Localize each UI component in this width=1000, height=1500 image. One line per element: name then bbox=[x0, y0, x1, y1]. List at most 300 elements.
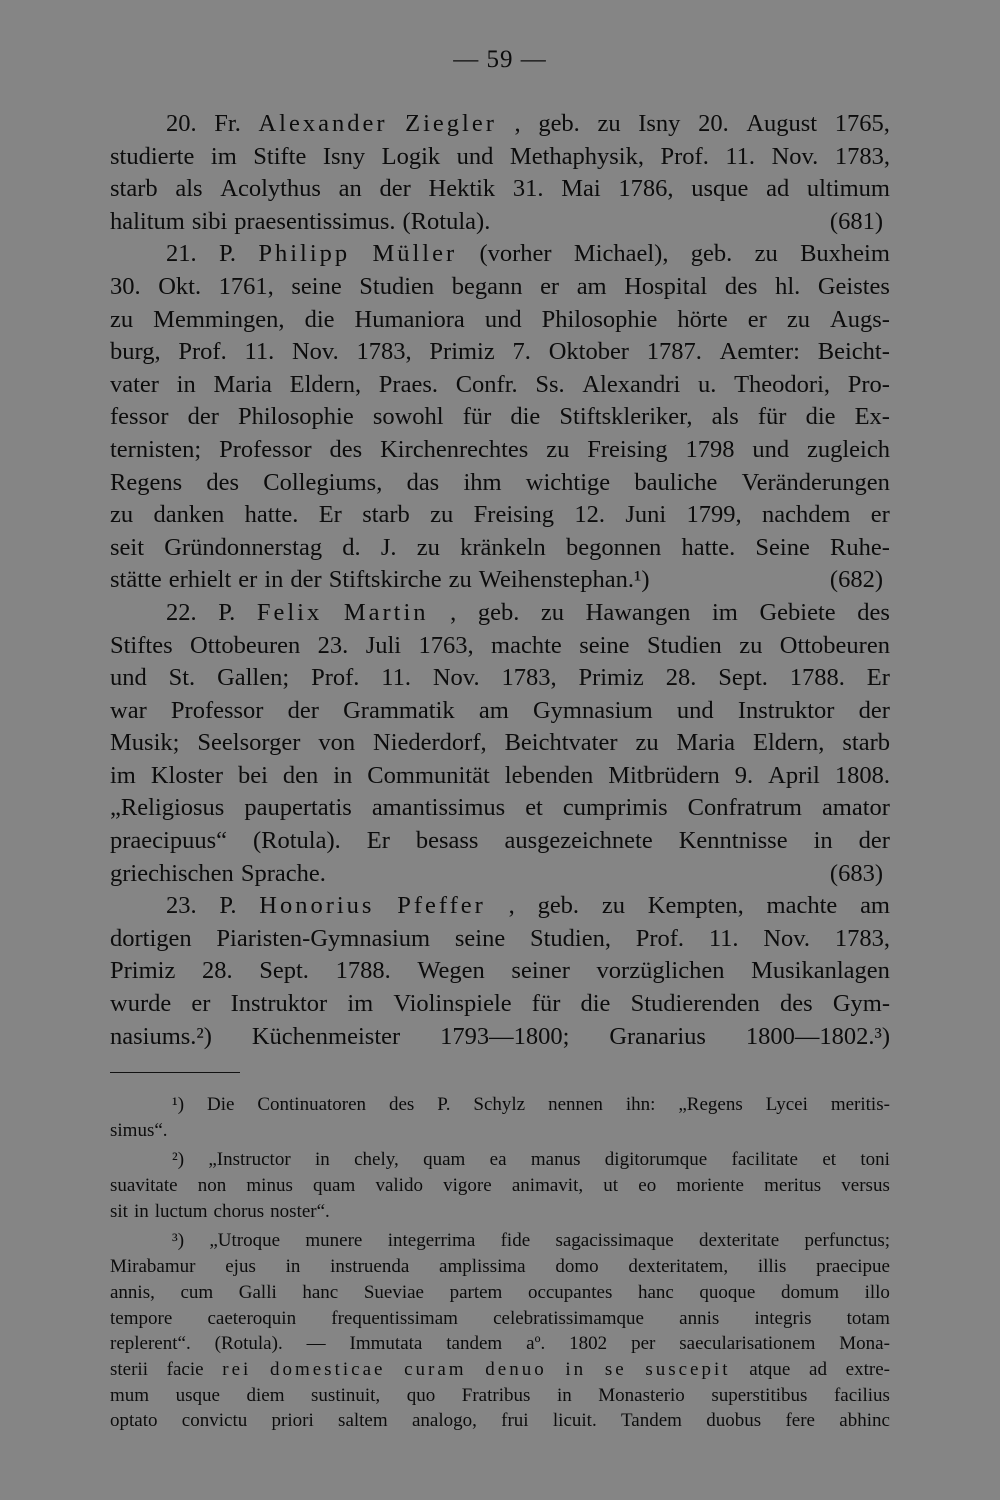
word: quam bbox=[313, 1175, 356, 1197]
word: abhinc bbox=[839, 1410, 890, 1432]
word: seit bbox=[110, 533, 145, 561]
word: domum bbox=[780, 1281, 839, 1303]
word: Lycei bbox=[765, 1094, 808, 1115]
word: von bbox=[318, 729, 356, 757]
word: fessor bbox=[110, 403, 169, 431]
body-line bbox=[110, 271, 890, 304]
body-line bbox=[110, 369, 890, 402]
word: ea bbox=[489, 1149, 507, 1171]
word: meritis- bbox=[830, 1094, 890, 1115]
word: 28. bbox=[201, 957, 233, 985]
word: hörte bbox=[677, 305, 728, 333]
word: superstitibus bbox=[711, 1384, 808, 1406]
word: , bbox=[508, 892, 515, 920]
word: Hektik bbox=[428, 175, 496, 203]
word: 1800—1802.³) bbox=[745, 1022, 890, 1050]
word: für bbox=[462, 403, 492, 431]
word: 11. bbox=[244, 338, 275, 366]
word: 11. bbox=[708, 924, 739, 952]
word: praecipue bbox=[816, 1256, 890, 1278]
word: 1787. bbox=[646, 338, 702, 366]
word: animavit, bbox=[511, 1175, 584, 1197]
word: mum bbox=[110, 1384, 150, 1406]
word: suavitate bbox=[110, 1175, 178, 1197]
word: Gründonnerstag bbox=[164, 533, 323, 561]
word: integerrima bbox=[387, 1230, 476, 1252]
word: dexteritatem, bbox=[628, 1256, 729, 1278]
word: (Rotula). bbox=[252, 827, 341, 855]
word: „Instructor bbox=[208, 1149, 291, 1171]
word: Studien bbox=[646, 631, 722, 659]
word: Nov. bbox=[763, 924, 811, 952]
body-line bbox=[110, 173, 890, 206]
word: Instruktor bbox=[230, 990, 328, 1018]
word: frui bbox=[501, 1410, 529, 1432]
word: occupantes bbox=[527, 1281, 613, 1303]
word: amator bbox=[821, 794, 890, 822]
word: priori bbox=[271, 1410, 314, 1432]
word: celebratissimamque bbox=[493, 1307, 644, 1329]
name-word: Martin bbox=[343, 598, 429, 626]
word: hatte. bbox=[244, 501, 299, 529]
word: 1798 bbox=[685, 435, 735, 463]
word: luctum bbox=[154, 1200, 208, 1222]
word: facie bbox=[166, 1358, 204, 1380]
word: valido bbox=[375, 1175, 423, 1197]
word: Er bbox=[366, 827, 390, 855]
name-word: Honorius bbox=[259, 892, 375, 920]
word: Ruhe- bbox=[830, 533, 890, 561]
word: griechischen bbox=[110, 859, 234, 887]
word: zu bbox=[754, 240, 778, 268]
entry-number: (683) bbox=[829, 859, 883, 887]
word: frequentissimam bbox=[331, 1307, 458, 1329]
word: chely, bbox=[354, 1149, 399, 1171]
word: Okt. bbox=[158, 272, 202, 300]
body-line bbox=[110, 825, 890, 858]
body-line bbox=[110, 467, 890, 500]
word: tandem bbox=[446, 1333, 503, 1355]
word: Mirabamur bbox=[110, 1256, 196, 1278]
word: Geistes bbox=[817, 272, 890, 300]
body-line bbox=[110, 858, 890, 891]
word: manus bbox=[530, 1149, 581, 1171]
footnote-line bbox=[110, 1357, 890, 1383]
word: und bbox=[752, 435, 790, 463]
word: in bbox=[285, 1256, 301, 1278]
word: et bbox=[822, 1149, 837, 1171]
word: sibi bbox=[191, 207, 228, 235]
footnote-line bbox=[110, 1092, 890, 1118]
name-word: Müller bbox=[372, 240, 458, 268]
word: quoque bbox=[699, 1281, 756, 1303]
word: Ottobeuren bbox=[190, 631, 301, 659]
word: sustinuit, bbox=[311, 1384, 381, 1406]
word: zu bbox=[448, 566, 472, 594]
word: 1788. bbox=[335, 957, 391, 985]
word: in bbox=[315, 1149, 330, 1171]
word: zu bbox=[416, 533, 440, 561]
word: Sueviae bbox=[363, 1281, 424, 1303]
word: 1799, bbox=[686, 501, 742, 529]
word: im bbox=[347, 990, 374, 1018]
body-line bbox=[110, 792, 890, 825]
word: Communität bbox=[367, 761, 490, 789]
word: Studien, bbox=[529, 924, 611, 952]
word: Gym- bbox=[832, 990, 890, 1018]
word: und bbox=[484, 305, 522, 333]
word: in bbox=[333, 761, 353, 789]
body-line bbox=[110, 760, 890, 793]
word: in bbox=[264, 566, 284, 594]
word: saltem bbox=[338, 1410, 388, 1432]
word: partem bbox=[449, 1281, 503, 1303]
word: 1802 bbox=[569, 1333, 608, 1355]
word: Piaristen-Gymnasium bbox=[216, 924, 431, 952]
footnote-line bbox=[110, 1254, 890, 1280]
word: (Rotula). bbox=[214, 1333, 283, 1355]
word: des bbox=[724, 272, 758, 300]
word: in bbox=[133, 1200, 149, 1222]
word: replerent“. bbox=[110, 1333, 191, 1355]
word: Praes. bbox=[378, 370, 438, 398]
body-line bbox=[110, 564, 890, 597]
word: Er bbox=[318, 501, 342, 529]
word: Memmingen, bbox=[153, 305, 285, 333]
word: extre- bbox=[845, 1358, 890, 1380]
word: Logik bbox=[381, 142, 441, 170]
word: für bbox=[757, 403, 787, 431]
word: illo bbox=[864, 1281, 890, 1303]
word: Niederdorf, bbox=[373, 729, 487, 757]
word: lebenden bbox=[504, 761, 594, 789]
body-line bbox=[110, 499, 890, 532]
word: tempore bbox=[110, 1307, 173, 1329]
word: 1786, bbox=[618, 175, 674, 203]
word: et bbox=[525, 794, 543, 822]
word: ternisten; bbox=[110, 435, 202, 463]
word: instruenda bbox=[330, 1256, 410, 1278]
word: — bbox=[306, 1333, 326, 1355]
word: bauliche bbox=[634, 468, 718, 496]
word: „Regens bbox=[678, 1094, 743, 1115]
word: Musikanlagen bbox=[751, 957, 890, 985]
word: des bbox=[388, 1094, 415, 1115]
word: Oktober bbox=[548, 338, 629, 366]
word: Beicht- bbox=[817, 338, 890, 366]
word: versus bbox=[841, 1175, 890, 1197]
word: licuit. bbox=[552, 1410, 597, 1432]
footnote-line bbox=[110, 1118, 890, 1144]
word: duobus bbox=[706, 1410, 762, 1432]
word: minus bbox=[246, 1175, 293, 1197]
footnote-line bbox=[110, 1383, 890, 1409]
word: im bbox=[210, 142, 237, 170]
word: er bbox=[238, 566, 258, 594]
word: Instruktor bbox=[737, 696, 835, 724]
word: 31. bbox=[512, 175, 544, 203]
page-number: — 59 — bbox=[453, 46, 547, 73]
word: 1765, bbox=[834, 110, 890, 137]
word: paupertatis bbox=[244, 794, 352, 822]
word: optato bbox=[110, 1410, 158, 1432]
word: Professor bbox=[170, 696, 264, 724]
word: Galli bbox=[238, 1281, 277, 1303]
word: und bbox=[110, 664, 147, 692]
body-line bbox=[110, 401, 890, 434]
word: die bbox=[580, 990, 611, 1018]
word: zu bbox=[430, 501, 454, 529]
word: des bbox=[329, 435, 363, 463]
word: fere bbox=[785, 1410, 815, 1432]
word: (vorher bbox=[479, 240, 552, 268]
word: amplissima bbox=[439, 1256, 526, 1278]
word: ultimum bbox=[806, 175, 890, 203]
word: an bbox=[338, 175, 362, 203]
word: Nov. bbox=[771, 142, 819, 170]
entry-number: (682) bbox=[829, 566, 883, 594]
word: der bbox=[287, 696, 319, 724]
footnote-line bbox=[110, 1173, 890, 1199]
word: der bbox=[290, 566, 322, 594]
word: machte bbox=[766, 892, 838, 920]
word: Gebiete bbox=[759, 598, 836, 626]
body-line bbox=[110, 238, 890, 271]
word: Stiftskleriker, bbox=[559, 403, 693, 431]
body-line bbox=[110, 108, 890, 141]
word: Regens bbox=[110, 468, 183, 496]
word: 1808. bbox=[834, 761, 890, 789]
word: Gallen; bbox=[217, 664, 290, 692]
footnote-line bbox=[110, 1280, 890, 1306]
word: sterii bbox=[110, 1358, 148, 1380]
word: Collegiums, bbox=[263, 468, 383, 496]
word: der bbox=[858, 827, 890, 855]
word: danken bbox=[153, 501, 225, 529]
word: Studien bbox=[359, 272, 435, 300]
body-line bbox=[110, 141, 890, 174]
body-line bbox=[110, 923, 890, 956]
footnotes bbox=[110, 1092, 890, 1434]
word: Eldern, bbox=[752, 729, 825, 757]
body-line bbox=[110, 304, 890, 337]
word: 23. bbox=[317, 631, 349, 659]
word: der bbox=[379, 175, 411, 203]
word: Hawangen bbox=[585, 598, 691, 626]
word: Nov. bbox=[291, 338, 339, 366]
footnote-line bbox=[110, 1228, 890, 1254]
word: Beichtvater bbox=[504, 729, 618, 757]
word: Theodori, bbox=[734, 370, 831, 398]
word: Stiftskirche bbox=[328, 566, 442, 594]
word: Humaniora bbox=[354, 305, 465, 333]
word: saecularisationem bbox=[679, 1333, 816, 1355]
word: 21. bbox=[166, 240, 197, 268]
body-line bbox=[110, 727, 890, 760]
word: begonnen bbox=[566, 533, 662, 561]
word: sagacissimaque bbox=[555, 1230, 674, 1252]
main-text bbox=[110, 108, 890, 1053]
word: Professor bbox=[219, 435, 312, 463]
word: (Rotula). bbox=[402, 207, 491, 235]
word: Prof. bbox=[660, 142, 709, 170]
word: usque bbox=[691, 175, 749, 203]
word: annis, bbox=[110, 1281, 155, 1303]
word: totam bbox=[846, 1307, 890, 1329]
body-line bbox=[110, 597, 890, 630]
word: Maria bbox=[213, 370, 272, 398]
word: starb bbox=[842, 729, 890, 757]
word: Die bbox=[206, 1094, 235, 1115]
word: Maria bbox=[676, 729, 736, 757]
word: 20. bbox=[698, 110, 729, 137]
name-word: Ziegler bbox=[405, 110, 497, 137]
word: integris bbox=[754, 1307, 812, 1329]
body-line bbox=[110, 1021, 890, 1054]
word: Methaphysik, bbox=[509, 142, 644, 170]
word: als bbox=[175, 175, 203, 203]
word: eo bbox=[638, 1175, 657, 1197]
word: Kempten, bbox=[647, 892, 744, 920]
word: seiner bbox=[511, 957, 570, 985]
body-line bbox=[110, 988, 890, 1021]
word: moriente bbox=[676, 1175, 744, 1197]
word: P. bbox=[437, 1094, 451, 1115]
word: praesentissimus. bbox=[234, 207, 396, 235]
word: hanc bbox=[637, 1281, 674, 1303]
word: er bbox=[870, 501, 890, 529]
word: toni bbox=[860, 1149, 890, 1171]
word: sit bbox=[110, 1200, 128, 1222]
word: annis bbox=[679, 1307, 720, 1329]
word: cum bbox=[180, 1281, 214, 1303]
word: ad bbox=[809, 1358, 827, 1380]
word: Isny bbox=[638, 110, 681, 137]
word: ut bbox=[603, 1175, 619, 1197]
body-line bbox=[110, 955, 890, 988]
word: Mai bbox=[561, 175, 601, 203]
word: domo bbox=[555, 1256, 599, 1278]
word: zu bbox=[110, 501, 134, 529]
word: Ottobeuren bbox=[779, 631, 890, 659]
word: Grammatik bbox=[343, 696, 455, 724]
entry-number: (681) bbox=[829, 207, 883, 235]
word: Stifte bbox=[253, 142, 307, 170]
word: nennen bbox=[548, 1094, 603, 1115]
word: in bbox=[176, 370, 196, 398]
word: Pro- bbox=[847, 370, 890, 398]
word: ad bbox=[766, 175, 790, 203]
footnote-line bbox=[110, 1199, 890, 1225]
word: am bbox=[576, 272, 607, 300]
word: Schylz bbox=[473, 1094, 526, 1115]
word: Monasterio bbox=[598, 1384, 685, 1406]
word: starb bbox=[362, 501, 410, 529]
word: Acolythus bbox=[220, 175, 321, 203]
word: besass bbox=[415, 827, 479, 855]
word: ihn: bbox=[625, 1094, 656, 1115]
word: wichtige bbox=[525, 468, 611, 496]
word: zu bbox=[601, 892, 625, 920]
word: ihm bbox=[463, 468, 502, 496]
word: , bbox=[450, 598, 457, 626]
word: J. bbox=[380, 533, 397, 561]
word: Hospital bbox=[624, 272, 708, 300]
word: zu bbox=[540, 598, 565, 626]
word: Freising bbox=[587, 435, 668, 463]
word: digitorumque bbox=[604, 1149, 708, 1171]
word: zu bbox=[546, 435, 570, 463]
word: convictu bbox=[181, 1410, 248, 1432]
word: am bbox=[860, 892, 890, 920]
word: Seelsorger bbox=[197, 729, 301, 757]
word: ²) bbox=[172, 1149, 185, 1171]
word: seine bbox=[579, 631, 630, 659]
word: den bbox=[282, 761, 319, 789]
word: Prof. bbox=[311, 664, 360, 692]
word: Wegen bbox=[417, 957, 485, 985]
word: aº. bbox=[526, 1333, 546, 1355]
word: quo bbox=[406, 1384, 436, 1406]
word: und bbox=[456, 142, 494, 170]
word: war bbox=[110, 696, 147, 724]
word: Seine bbox=[755, 533, 810, 561]
word: August bbox=[746, 110, 818, 137]
word: vater bbox=[110, 370, 159, 398]
word: zu bbox=[110, 305, 134, 333]
word: Immutata bbox=[349, 1333, 423, 1355]
word: per bbox=[631, 1333, 656, 1355]
word: quam bbox=[423, 1149, 466, 1171]
word: simus“. bbox=[110, 1119, 168, 1141]
word: 23. bbox=[166, 892, 197, 920]
word: analogo, bbox=[411, 1410, 477, 1432]
word: Fratribus bbox=[461, 1384, 531, 1406]
word: geb. bbox=[538, 110, 580, 137]
word: am bbox=[478, 696, 509, 724]
word: Ss. bbox=[535, 370, 565, 398]
word: und bbox=[676, 696, 714, 724]
word: vigore bbox=[443, 1175, 492, 1197]
name-word: denuo bbox=[485, 1358, 547, 1380]
word: dortigen bbox=[110, 924, 192, 952]
word: Philosophie bbox=[238, 403, 354, 431]
word: noster“. bbox=[270, 1200, 330, 1222]
footnote-line bbox=[110, 1147, 890, 1173]
word: 12. bbox=[574, 501, 605, 529]
body-line bbox=[110, 434, 890, 467]
word: sowohl bbox=[372, 403, 444, 431]
word: Fr. bbox=[214, 110, 241, 137]
word: P. bbox=[219, 892, 237, 920]
name-word: Alexander bbox=[258, 110, 388, 137]
word: 1783, bbox=[834, 142, 890, 170]
word: 1761, bbox=[218, 272, 274, 300]
body-line bbox=[110, 206, 890, 239]
word: hl. bbox=[775, 272, 801, 300]
word: er bbox=[747, 305, 767, 333]
word: „Religiosus bbox=[110, 794, 225, 822]
word: 1793—1800; bbox=[440, 1022, 570, 1050]
word: kränkeln bbox=[460, 533, 546, 561]
word: zu bbox=[635, 729, 659, 757]
word: er bbox=[191, 990, 211, 1018]
word: 28. bbox=[665, 664, 697, 692]
word: Alexandri bbox=[582, 370, 681, 398]
word: , bbox=[514, 110, 521, 137]
body-line bbox=[110, 630, 890, 663]
word: cumprimis bbox=[562, 794, 668, 822]
